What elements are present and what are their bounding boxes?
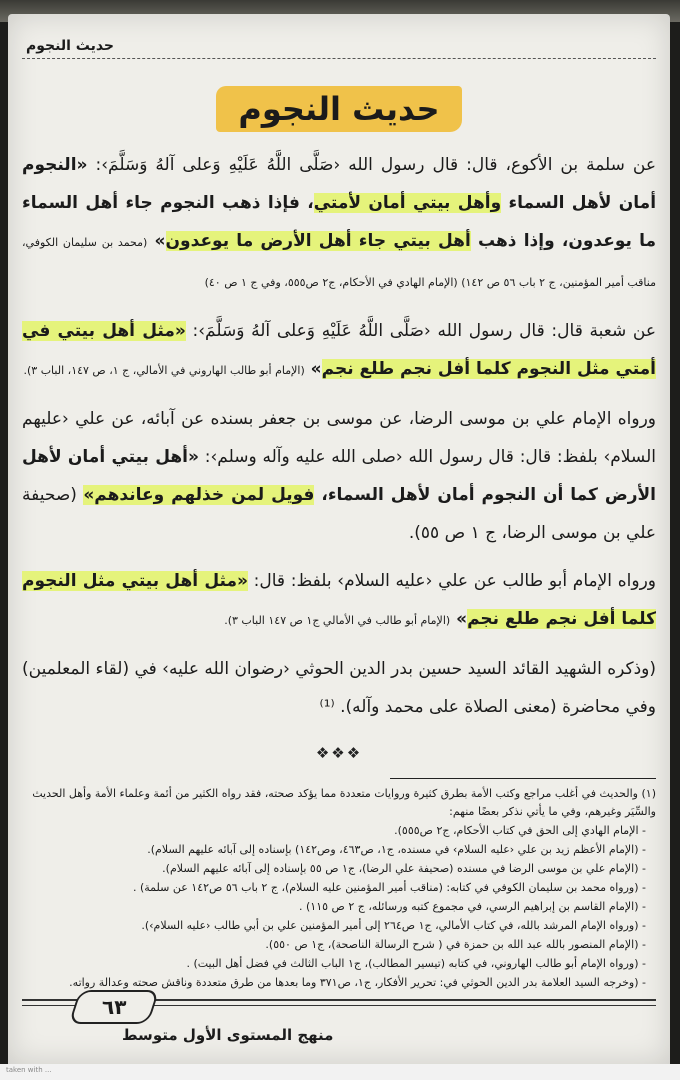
p1-reference: (محمد بن سليمان الكوفي، مناقب أمير المؤمنين، ج ٢ باب ٥٦ ص ١٤٢) (الإمام الهادي في الأحكام، ج٢ ص٥٥٥، وفي ج ١ ص ٤٠)	[22, 236, 656, 289]
book-page	[8, 14, 670, 1064]
p3-reference: (صحيفة علي بن موسى الرضا، ج ١ ص ٥٥).	[22, 485, 656, 543]
p4-intro: ورواه الإمام أبو طالب عن علي ‹عليه السلام› بلفظ: قال:	[247, 571, 656, 591]
title-wrapper	[22, 86, 656, 132]
footnote-item: - (الإمام الأعظم زيد بن علي ‹عليه السلام› في مسنده، ج١، ص٤٦٣، وص١٤٢) بإسناده إلى آبائه عليهم السلام).	[147, 843, 646, 856]
hadith-paragraph-2	[22, 312, 656, 390]
photo-bottom-edge	[0, 1064, 680, 1080]
footnote-item: - (الإمام علي بن موسى الرضا في مسنده (صحيفة علي الرضا)، ج١ ص ٥٥ بإسناده إلى آبائه عليهم السلام).	[162, 862, 646, 875]
page-number: ٦٣	[101, 995, 127, 1019]
footnote-intro: (١) والحديث في أغلب مراجع وكتب الأمة بطرق كثيرة وروايات متعددة مما يؤكد صحته، فقد رواه الكثير من أئمة وعلماء الأمة وأهل الحديث والسِّيَر وغيرهم، وفي ما يأتي نذكر بعضًا منهم:	[32, 787, 656, 818]
p1-intro: عن سلمة بن الأكوع، قال: قال رسول الله ‹صَلَّى اللَّهُ عَلَيْهِ وَعلى آلهُ وَسَلَّمَ›:	[87, 155, 656, 175]
footnote-item: - (الإمام المنصور بالله عبد الله بن حمزة في ( شرح الرسالة الناصحة)، ج١ ص ٥٥٠).	[265, 938, 646, 951]
p2-reference: (الإمام أبو طالب الهاروني في الأمالي، ج ١، ص ١٤٧، الباب ٣).	[23, 364, 305, 377]
footnote-item: - (ورواه الإمام أبو طالب الهاروني، في كتابه (تيسير المطالب)، ج١ الباب الثالث في فضل أهل البيت) .	[186, 957, 646, 970]
p2-intro: عن شعبة قال: قال رسول الله ‹صَلَّى اللَّهُ عَلَيْهِ وَعلى آلهُ وَسَلَّمَ›:	[185, 321, 656, 341]
footnote-item: - الإمام الهادي إلى الحق في كتاب الأحكام، ج٢ ص٥٥٥).	[394, 824, 646, 837]
p2-quote-end: »	[304, 359, 322, 379]
paragraph-5: (وذكره الشهيد القائد السيد حسين بدر الدين الحوثي ‹رضوان الله عليه› في (لقاء المعلمين) وفي محاضرة (معنى الصلاة على محمد وآله). ⁽¹⁾	[22, 659, 656, 717]
footer-text: منهج المستوى الأول متوسط	[122, 1026, 334, 1044]
p4-quote-end: »	[450, 609, 468, 629]
p1-quote-start: «النجوم أمان لأهل السماء	[22, 155, 657, 213]
p2-highlight: «مثل أهل بيتي في أمتي مثل النجوم كلما أفل نجم طلع نجم	[22, 321, 656, 379]
footnote-rule	[390, 778, 656, 779]
hadith-paragraph-3	[22, 400, 656, 552]
page-number-badge	[68, 990, 159, 1024]
p4-highlight: «مثل أهل بيتي مثل النجوم كلما أفل نجم طلع نجم	[22, 571, 656, 629]
footnote-item: - (ورواه محمد بن سليمان الكوفي في كتابه: (مناقب أمير المؤمنين عليه السلام)، ج ٢ باب ٥٦ ص١٤٢ عن سلمة) .	[132, 881, 646, 894]
hadith-paragraph-1	[22, 146, 656, 302]
running-header-text: حديث النجوم	[26, 38, 115, 54]
p1-quote-mid: ، فإذا ذهب النجوم جاء أهل السماء ما يوعدون، وإذا ذهب	[22, 193, 657, 251]
running-header	[22, 36, 656, 59]
main-content	[22, 146, 656, 992]
p1-highlight-1: وأهل بيتي أمان لأمتي	[313, 193, 502, 213]
p4-reference: (الإمام أبو طالب في الأمالي ج١ ص ١٤٧ الباب ٣).	[224, 614, 451, 627]
p1-quote-end: »	[147, 231, 166, 251]
footnote-item: - (ورواه الإمام المرشد بالله، في كتاب الأمالي، ج١ ص٢٦٤ إلى أمير المؤمنين علي بن أبي طالب ‹عليه السلام›).	[141, 919, 646, 932]
page-title: حديث النجوم	[216, 86, 461, 132]
p1-highlight-2: أهل بيتي جاء أهل الأرض ما يوعدون	[165, 231, 471, 251]
p3-intro: ورواه الإمام علي بن موسى الرضا، عن موسى بن جعفر بسنده عن آبائه، عن علي ‹عليهم السلام› بلفظ: قال: قال رسول الله ‹صلى الله عليه وآله وسلم›:	[22, 409, 657, 467]
footnote-item: - (الإمام القاسم بن إبراهيم الرسي، في مجموع كتبه ورسائله، ج ٢ ص ١١٥) .	[299, 900, 646, 913]
footnote-item: - (وخرجه السيد العلامة بدر الدين الحوثي في: تحرير الأفكار، ج١، ص٣٧١ وما بعدها من طرق متعددة وناقش صحته وعدالة رواته.	[69, 976, 646, 989]
watermark-text: taken with ...	[6, 1066, 52, 1074]
p3-quote: «أهل بيتي أمان لأهل الأرض كما أن النجوم أمان لأهل السماء،	[22, 447, 656, 505]
hadith-paragraph-4	[22, 562, 656, 640]
section-separator: ❖❖❖	[315, 744, 363, 762]
p3-highlight: فويل لمن خذلهم وعاندهم»	[83, 485, 315, 505]
